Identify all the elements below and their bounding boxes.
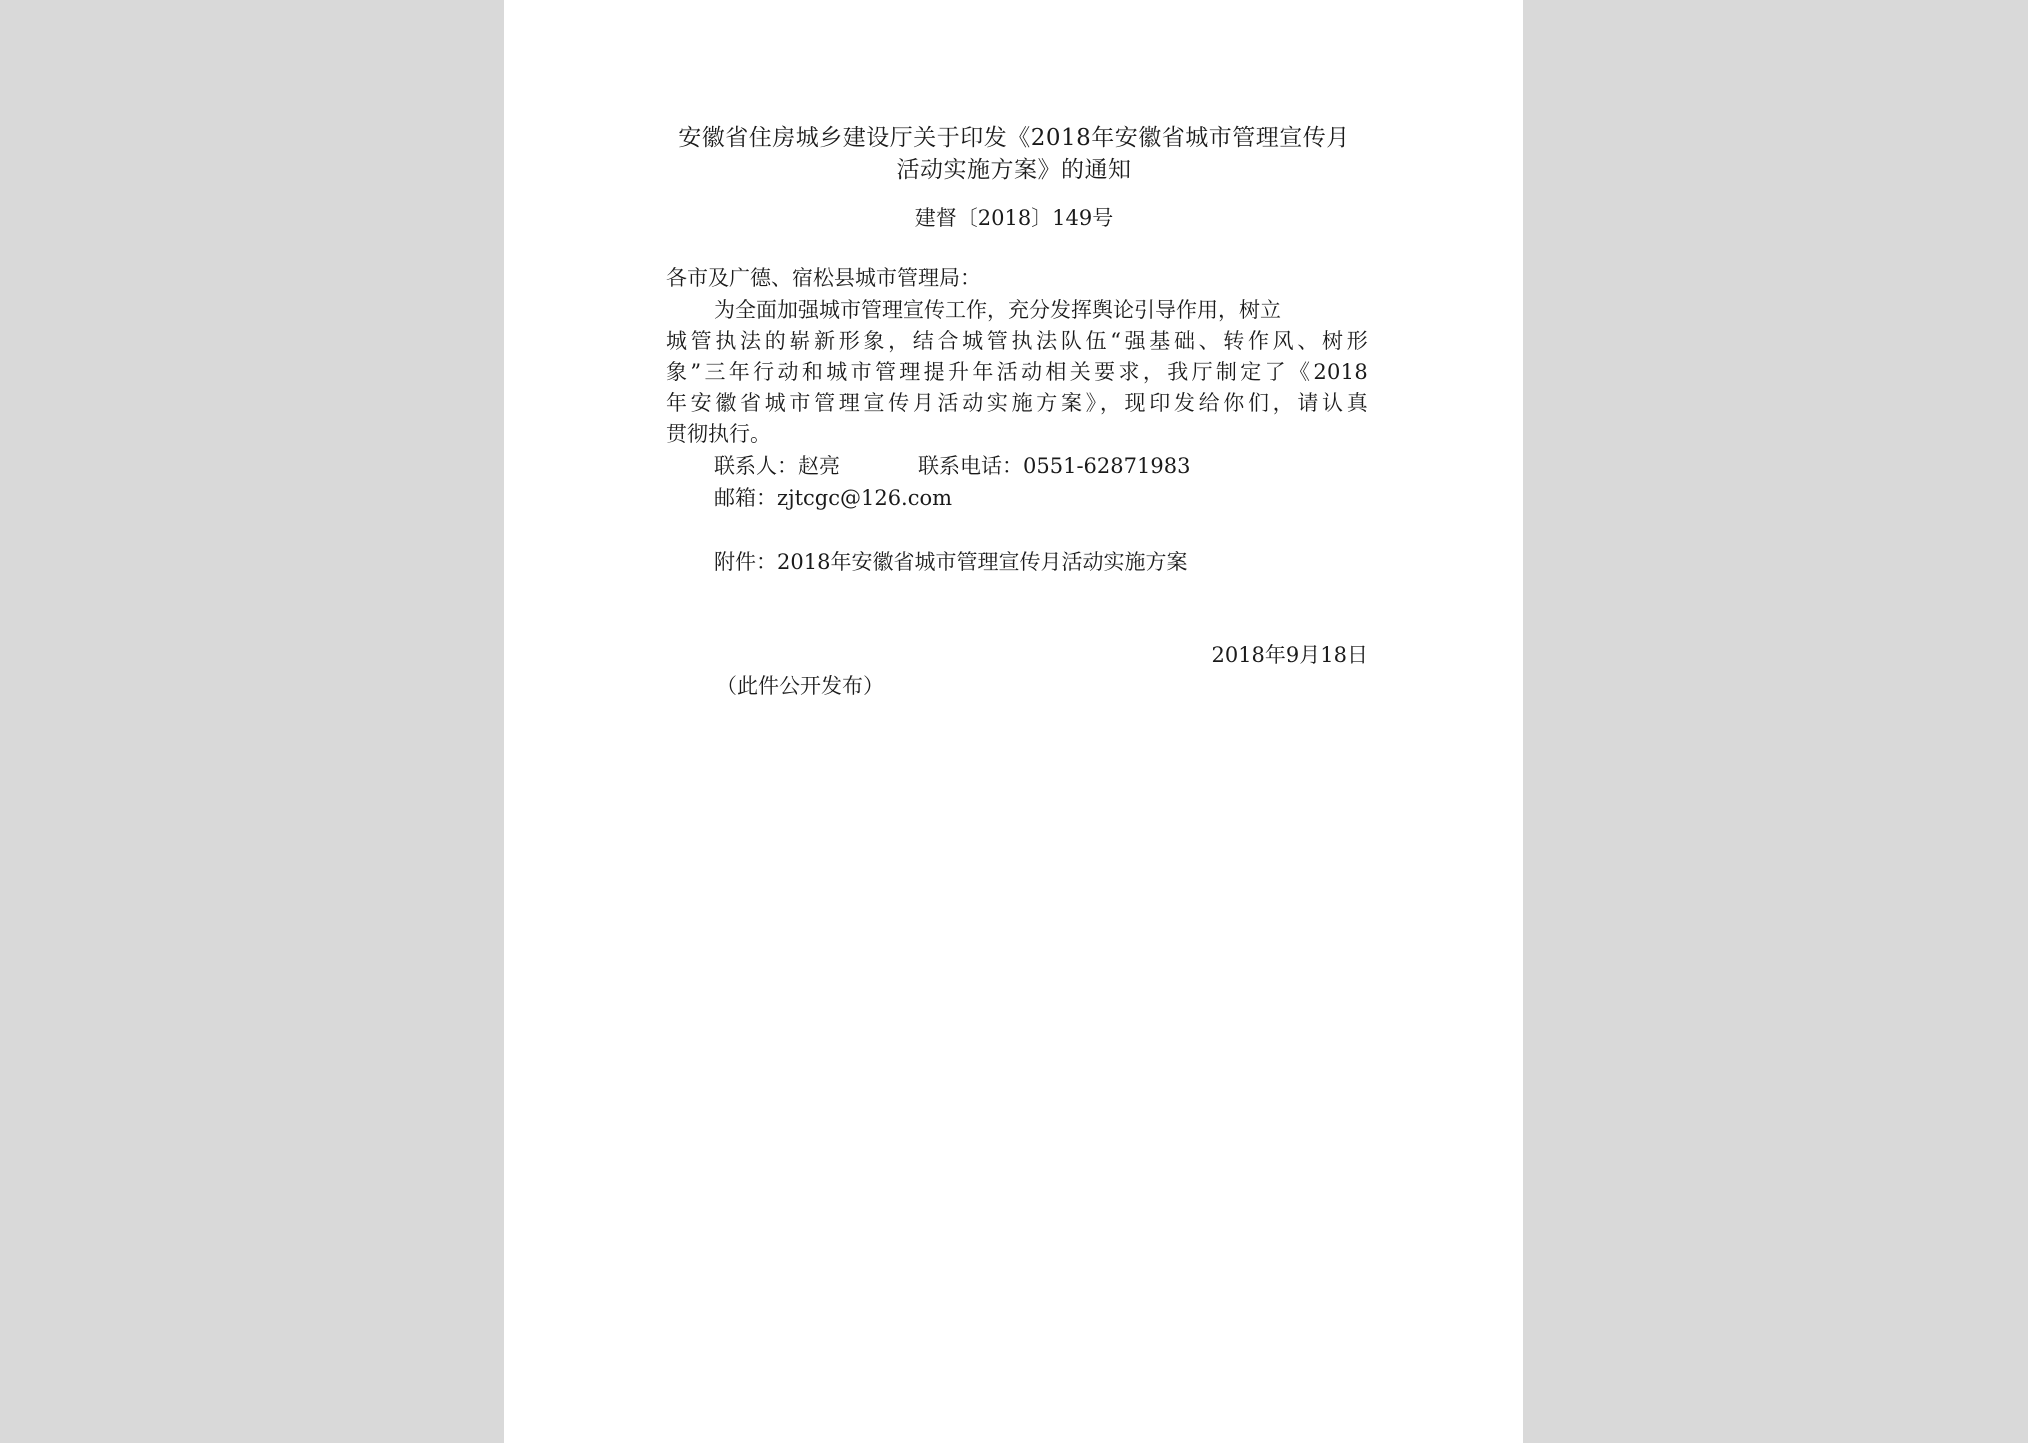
body-line: 年安徽省城市管理宣传月活动实施方案》，现印发给你们，请认真 [666, 391, 1368, 415]
addressee: 各市及广德、宿松县城市管理局： [666, 266, 981, 290]
document-title-line2: 活动实施方案》的通知 [896, 157, 1132, 183]
document-title-line1: 安徽省住房城乡建设厅关于印发《2018年安徽省城市管理宣传月 [678, 125, 1350, 151]
document-number: 建督〔2018〕149号 [914, 206, 1114, 230]
body-line: 城管执法的崭新形象，结合城管执法队伍“强基础、转作风、树形 [666, 329, 1368, 353]
document-page [504, 0, 1523, 1443]
contact-phone: 联系电话：0551-62871983 [918, 454, 1191, 478]
document-date: 2018年9月18日 [1211, 643, 1368, 667]
body-line: 贯彻执行。 [666, 422, 771, 446]
publication-note: （此件公开发布） [716, 674, 884, 698]
body-line: 象”三年行动和城市管理提升年活动相关要求，我厅制定了《2018 [666, 360, 1368, 384]
contact-email: 邮箱：zjtcgc@126.com [714, 486, 953, 510]
contact-person: 联系人：赵亮 [714, 454, 840, 478]
attachment-line: 附件：2018年安徽省城市管理宣传月活动实施方案 [714, 550, 1188, 574]
body-line: 为全面加强城市管理宣传工作，充分发挥舆论引导作用，树立 [714, 298, 1281, 322]
